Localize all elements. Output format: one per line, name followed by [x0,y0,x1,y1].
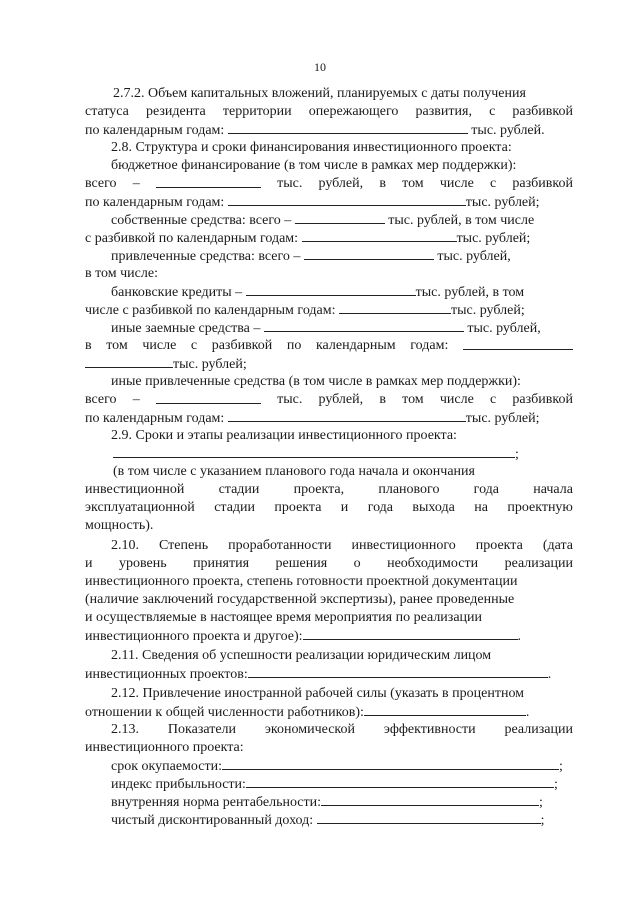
word: проекта [475,538,523,553]
page-number: 10 [314,60,326,74]
word: разбивкой [512,176,573,191]
word: и [340,500,349,515]
word: проекта, [293,482,345,497]
word: разбивкой [512,392,573,407]
word: территории [222,104,292,119]
irr-line [0,794,640,811]
word: числе [439,176,474,191]
word: том [106,338,128,353]
word: реализации [504,556,573,571]
word: реализации [504,722,573,737]
own-total-blank [295,212,385,224]
word: статуса [85,104,129,119]
s29-stages-blank [113,446,515,458]
s29-line-3 [85,500,573,516]
word: выхода [412,500,455,515]
s210-label: инвестиционного проекта и другое): [85,629,303,644]
word: в [379,176,386,191]
s211-period: . [547,667,552,682]
loans-label: иные заемные средства – [111,321,261,336]
budget-line-2 [85,176,573,192]
word: инвестиционного [351,538,456,553]
word: принятия [193,556,250,571]
word: – [132,392,140,407]
s210-line-5: и осуществляемые в настоящее время мероприятия по реализации [85,610,483,625]
word: всего [85,176,117,191]
s29-blank-line [0,446,640,463]
word: года [473,482,499,497]
s272-line-2 [85,104,573,120]
npv-semicolon: ; [540,813,545,828]
word: разбивкой [211,338,273,353]
s210-line-2 [85,556,573,572]
fill-blank [156,176,261,188]
word: инвестиционной [85,482,185,497]
word: Степень [159,538,209,553]
profit-index-line [0,776,640,793]
word: в [379,392,386,407]
bank-line-1 [0,284,640,301]
s211-blank [248,666,548,678]
irr-semicolon: ; [539,795,543,810]
bank-years-unit: тыс. рублей; [451,303,525,318]
budget-line-3 [0,194,640,211]
loans-years-blank [85,356,173,368]
word: годам: [410,338,449,353]
s210-line-1 [111,538,573,554]
own-label: собственные средства: всего – [111,213,292,228]
budget-unit: тыс. рублей; [465,195,540,210]
own-years-blank [302,230,457,242]
other-years-blank [228,410,466,422]
loans-line-2 [85,338,573,354]
own-unit: тыс. рублей, в том числе [388,213,535,228]
word: 2.13. [111,722,139,737]
word: с [490,176,497,191]
word: в [85,338,92,353]
s272-label: по календарным годам: [85,123,225,138]
bank-label: банковские кредиты – [111,285,243,300]
attracted-line-1 [0,248,640,265]
word: эффективности [383,722,476,737]
other-label: по календарным годам: [85,411,225,426]
word: на [474,500,488,515]
word: по [286,338,302,353]
other-line-2 [85,392,573,408]
s29-line-2 [85,482,573,498]
own-line-1 [0,212,640,229]
s272-unit: тыс. рублей. [471,123,545,138]
s29-line-4: мощность). [85,518,154,533]
word: Показатели [167,722,237,737]
attracted-label: привлеченные средства: всего – [111,249,301,264]
word: проработанности [228,538,332,553]
s211-label: инвестиционных проектов: [85,667,248,682]
loans-unit: тыс. рублей, [467,321,541,336]
s272-capital-blank [228,122,468,134]
other-unit: тыс. рублей; [465,411,540,426]
payback-label: срок окупаемости: [111,759,222,774]
word: 2.10. [111,538,139,553]
npv-label: чистый дисконтированный доход: [111,813,314,828]
s211-line-1: 2.11. Сведения об успешности реализации юридическим лицом [111,648,492,663]
s211-line-2 [0,666,640,683]
fill-blank [156,392,261,404]
s29-semicolon: ; [515,447,519,462]
attracted-total-blank [304,248,434,260]
irr-label: внутренняя норма рентабельности: [111,795,322,810]
word: года [367,500,394,515]
profit-index-blank [246,776,554,788]
other-line-3 [0,410,640,427]
word: развития, [415,104,472,119]
s210-period: . [517,629,522,644]
loans-years-unit: тыс. рублей; [173,357,247,372]
word: (дата [542,538,573,553]
s29-line-1: (в том числе с указанием планового года начала и окончания [113,464,475,479]
loans-line-3 [0,356,640,373]
payback-semicolon: ; [558,759,563,774]
word: решения [275,556,328,571]
word: о [353,556,361,571]
s212-period: . [525,705,530,720]
s29-title: 2.9. Сроки и этапы реализации инвестиционного проекта: [111,428,457,443]
word: том [402,176,424,191]
word: стадии [214,500,256,515]
bank-unit: тыс. рублей, в том [415,285,525,300]
npv-line [0,812,640,829]
profit-index-semicolon: ; [553,777,558,792]
attracted-line-2: в том числе: [85,266,158,281]
irr-blank [321,794,539,806]
word: и [85,556,93,571]
s210-line-6 [0,628,640,645]
word: уровень [118,556,167,571]
bank-years-blank [339,302,451,314]
word: числе [142,338,177,353]
bank-line-2 [0,302,640,319]
loans-total-blank [264,320,464,332]
budget-years-blank [228,194,466,206]
word: экономической [264,722,355,737]
word: числе [439,392,474,407]
word: – [132,176,140,191]
word: тыс. [277,392,303,407]
budget-label: по календарным годам: [85,195,225,210]
payback-line [0,758,640,775]
s212-blank [364,704,526,716]
s272-line-1: 2.7.2. Объем капитальных вложений, планируемых с даты получения [113,86,526,101]
word: тыс. [277,176,303,191]
s212-label: отношении к общей численности работников): [85,705,364,720]
word: необходимости [387,556,479,571]
word: начала [533,482,573,497]
npv-blank [317,812,541,824]
s210-line-4: (наличие заключений государственной экспертизы), ранее проведенные [85,592,515,607]
s212-line-1: 2.12. Привлечение иностранной рабочей силы (указать в процентном [111,686,525,701]
other-line-1: иные привлеченные средства (в том числе в рамках мер поддержки): [111,374,521,389]
s212-line-2 [0,704,640,721]
own-years-unit: тыс. рублей; [456,231,531,246]
word: с [490,392,497,407]
payback-blank [222,758,559,770]
word: планового [378,482,440,497]
loans-line-1 [0,320,640,337]
s28-title: 2.8. Структура и сроки финансирования инвестиционного проекта: [111,140,512,155]
word: с [190,338,198,353]
word: проекта [274,500,322,515]
word: проектную [507,500,573,515]
word: опережающего [308,104,399,119]
word: с [489,104,496,119]
budget-line-1: бюджетное финансирование (в том числе в рамках мер поддержки): [111,158,517,173]
s210-line-3: инвестиционного проекта, степень готовности проектной документации [85,574,518,589]
bank-years-label: числе с разбивкой по календарным годам: [85,303,336,318]
word: рублей, [318,392,364,407]
s210-blank [303,628,518,640]
s213-line-2: инвестиционного проекта: [85,740,244,755]
word: эксплуатационной [85,500,195,515]
s272-line-3 [0,122,640,139]
word: том [402,392,424,407]
word: резидента [146,104,206,119]
own-years-label: с разбивкой по календарным годам: [85,231,299,246]
word: календарным [315,338,396,353]
bank-total-blank [246,284,416,296]
own-line-2 [0,230,640,247]
word: разбивкой [512,104,573,119]
fill-blank [463,338,573,350]
profit-index-label: индекс прибыльности: [111,777,246,792]
word: стадии [218,482,260,497]
attracted-unit: тыс. рублей, [437,249,511,264]
word: всего [85,392,117,407]
s213-line-1 [111,722,573,738]
word: рублей, [318,176,364,191]
